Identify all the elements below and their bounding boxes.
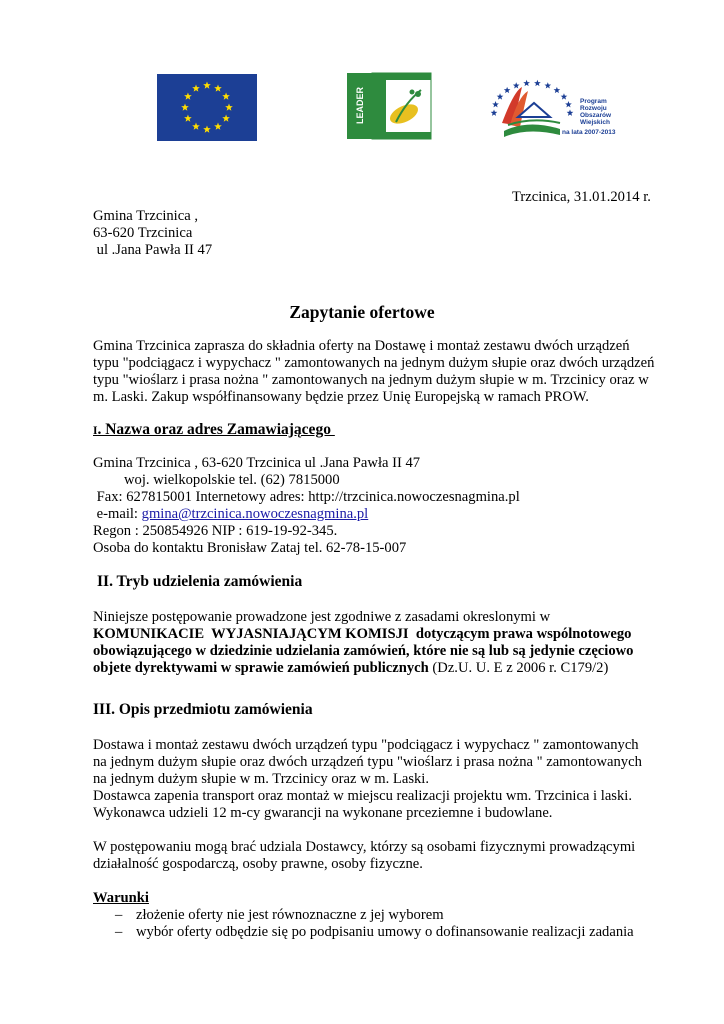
email-link[interactable]: gmina@trzcinica.nowoczesnagmina.pl [141, 506, 369, 522]
prow-star-icon [554, 87, 561, 93]
prow-logo [484, 73, 630, 141]
prow-text-1: Program [580, 98, 607, 105]
address-line-3: Fax: 627815001 Internetowy adres: http://trzcinica.nowoczesnagmina.pl [93, 489, 520, 505]
intro-line-4: m. Laski. Zakup współfinansowany będzie przez Unię Europejską w ramach PROW. [93, 389, 589, 405]
address-line-2: woj. wielkopolskie tel. (62) 7815000 [124, 472, 340, 488]
eu-flag-logo [157, 74, 257, 141]
email-prefix: e-mail: [93, 506, 142, 522]
section-2-line-4 [93, 660, 608, 677]
prow-text-3: Obszarów [580, 112, 612, 119]
section-2-bold-end: objete dyrektywami w sprawie zamówień publicznych [93, 660, 429, 676]
sender-line-3: ul .Jana Pawła II 47 [93, 242, 213, 258]
section-3-para2-line-1: W postępowaniu mogą brać udziala Dostawcy, którzy są osobami fizycznymi prowadzącymi [93, 839, 636, 855]
bullet-2: – [115, 924, 123, 940]
prow-star-icon [561, 93, 568, 99]
sender-line-2: 63-620 Trzcinica [93, 225, 193, 241]
intro-line-1: Gmina Trzcinica zaprasza do składnia oferty na Dostawę i montaż zestawu dwóch urządzeń [93, 338, 630, 354]
section-1-numeral: I [93, 425, 98, 437]
document-title: Zapytanie ofertowe [289, 302, 435, 322]
regon-line: Regon : 250854926 NIP : 619-19-92-345. [93, 523, 338, 539]
section-1-title: . Nazwa oraz adres Zamawiającego [97, 421, 335, 438]
prow-text-4: Wiejskich [580, 119, 610, 126]
prow-star-icon [491, 110, 498, 116]
leader-logo [346, 72, 432, 140]
section-3-line-5: Wykonawca udzieli 12 m-cy gwarancji na wykonane prceziemne i budowlane. [93, 805, 553, 821]
sender-line-1: Gmina Trzcinica , [93, 208, 198, 224]
prow-star-icon [544, 82, 551, 88]
svg-text:LEADER: LEADER [355, 86, 365, 124]
prow-star-icon [565, 101, 572, 107]
logos-bar [0, 72, 724, 142]
prow-star-icon [534, 80, 541, 86]
intro-line-2: typu "podciągacz i wypychacz " zamontowanych na jednym dużym słupie oraz dwóch urządzeń [93, 355, 655, 371]
prow-star-icon [513, 82, 520, 88]
email-line [93, 506, 368, 523]
section-3-heading: III. Opis przedmiotu zamówienia [93, 701, 313, 718]
section-3-line-1: Dostawa i montaż zestawu dwóch urządzeń typu "podciągacz i wypychacz " zamontowanych [93, 737, 639, 753]
place-date: Trzcinica, 31.01.2014 r. [512, 189, 651, 205]
contact-line: Osoba do kontaktu Bronisław Zataj tel. 62-78-15-007 [93, 540, 407, 556]
prow-text-5: na lata 2007-2013 [562, 129, 616, 136]
prow-star-icon [523, 80, 530, 86]
section-2-line-3: obowiązującego w dziedzinie udzielania zamówień, które nie są lub są jedynie częciowo [93, 643, 634, 659]
prow-text-2: Rozwoju [580, 105, 607, 112]
intro-line-3: typu "wioślarz i prasa nożna " zamontowanych na jednym dużym słupie w m. Trzcinicy oraz w [93, 372, 649, 388]
section-1-heading [93, 421, 335, 439]
section-2-heading: II. Tryb udzielenia zamówienia [97, 573, 303, 590]
section-2-line-2: KOMUNIKACIE WYJASNIAJĄCYM KOMISJI dotyczącym prawa wspólnotowego [93, 626, 632, 642]
prow-star-icon [567, 110, 574, 116]
section-3-line-2: na jednym dużym słupie oraz dwóch urządzeń typu "wioślarz i prasa nożna " zamontowanych [93, 754, 642, 770]
bullet-1: – [115, 907, 123, 923]
address-line-1: Gmina Trzcinica , 63-620 Trzcinica ul .Jana Pawła II 47 [93, 455, 421, 471]
prow-star-icon [504, 87, 511, 93]
condition-item-2: wybór oferty odbędzie się po podpisaniu umowy o dofinansowanie realizacji zadania [136, 924, 634, 940]
section-2-citation: (Dz.U. U. E z 2006 r. C179/2) [428, 660, 609, 676]
section-3-line-4: Dostawca zapenia transport oraz montaż w miejscu realizacji projektu wm. Trzcinica i laski. [93, 788, 632, 804]
section-2-line-1: Niniejsze postępowanie prowadzone jest zgodniwe z zasadami okreslonymi w [93, 609, 551, 625]
prow-star-icon [492, 101, 499, 107]
section-3-line-3: na jednym dużym słupie w m. Trzcinicy oraz w m. Laski. [93, 771, 430, 787]
prow-star-icon [497, 93, 504, 99]
condition-item-1: złożenie oferty nie jest równoznaczne z jej wyborem [136, 907, 444, 923]
section-3-para2-line-2: działalność gospodarczą, osoby prawne, osoby fizyczne. [93, 856, 423, 872]
conditions-heading: Warunki [93, 890, 149, 906]
